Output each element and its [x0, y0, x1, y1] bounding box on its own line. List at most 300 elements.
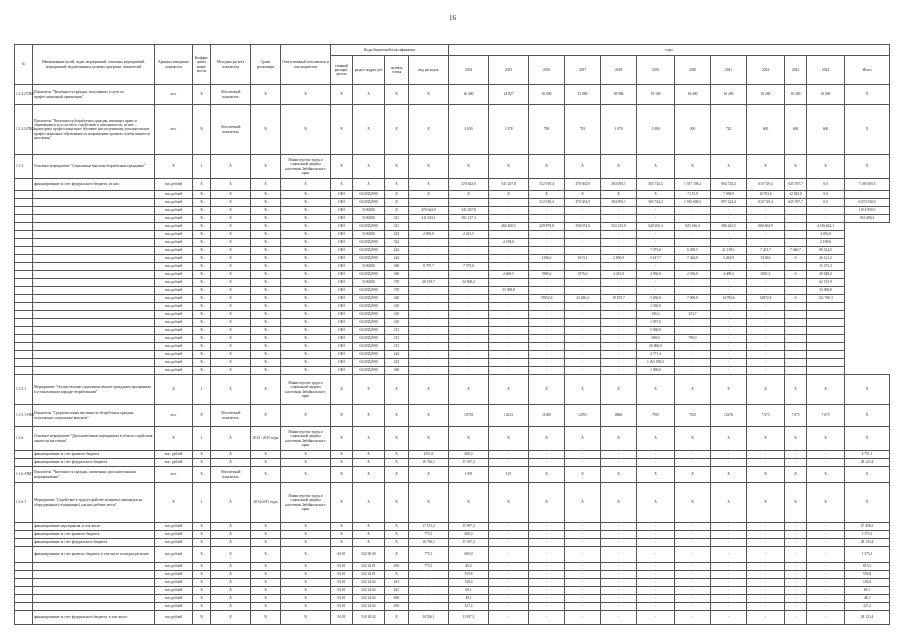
table-cell: 7 444,0: [675, 255, 711, 263]
table-cell: 1003: [331, 287, 353, 295]
table-cell: -: [529, 247, 565, 255]
table-cell: 1003: [331, 239, 353, 247]
table-cell: -: [711, 539, 747, 547]
table-cell: -: [565, 459, 601, 467]
table-cell: -: [807, 603, 845, 611]
table-cell: 310: [385, 303, 409, 311]
table-cell: 0410352900: [353, 287, 385, 295]
table-cell: X: [449, 483, 489, 523]
table-cell: -: [565, 343, 601, 351]
table-cell: 11 397,3: [449, 459, 489, 467]
table-cell: -: [785, 539, 807, 547]
table-cell: -: [711, 611, 747, 625]
table-cell: 62 515,9: [807, 279, 845, 287]
row-name: [33, 311, 155, 319]
table-cell: X: [281, 199, 331, 207]
table-cell: тыс.рублей: [155, 523, 193, 531]
table-row: [15, 547, 890, 563]
table-cell: -: [409, 587, 449, 595]
table-cell: -: [785, 367, 807, 375]
table-cell: X: [281, 319, 331, 327]
table-cell: X: [385, 427, 409, 451]
table-cell: 781: [565, 105, 601, 155]
table-cell: -: [637, 523, 675, 531]
table-cell: X: [211, 587, 251, 595]
table-cell: -: [565, 263, 601, 271]
table-cell: 14 782,6: [711, 295, 747, 303]
header-year: 2024: [807, 56, 845, 85]
table-cell: 1003: [331, 215, 353, 223]
table-cell: X: [251, 319, 281, 327]
table-cell: 322: [385, 239, 409, 247]
table-cell: 12276: [711, 405, 747, 427]
table-cell: X: [281, 579, 331, 587]
table-cell: -: [601, 239, 637, 247]
table-cell: X: [211, 547, 251, 563]
table-cell: -: [785, 611, 807, 625]
header-no: №: [15, 45, 33, 85]
row-name: Мероприятие "Осуществление социальных выплат гражданам, признанным в установленном порядке безработными": [33, 375, 155, 405]
table-cell: -: [711, 451, 747, 459]
table-cell: -: [637, 459, 675, 467]
table-cell: -: [637, 603, 675, 611]
table-cell: 799,3: [675, 335, 711, 343]
table-row: [15, 427, 890, 451]
table-cell: X: [251, 563, 281, 571]
table-cell: X: [251, 579, 281, 587]
table-cell: тыс.рублей: [155, 539, 193, 547]
table-cell: 4 498,3: [711, 271, 747, 279]
table-cell: X: [251, 405, 281, 427]
table-cell: 27 498,5: [845, 523, 890, 531]
table-cell: 8668: [601, 405, 637, 427]
table-cell: 790: [529, 105, 565, 155]
table-cell: 5 650,0: [637, 295, 675, 303]
table-cell: X: [747, 467, 785, 483]
table-cell: [807, 303, 845, 311]
table-cell: X: [409, 427, 449, 451]
row-number: 1.1.6.1: [15, 483, 33, 523]
header-method: Методика расчета показателя: [211, 45, 251, 85]
table-cell: 04 01: [331, 579, 353, 587]
table-cell: X: [331, 405, 353, 427]
table-cell: 1980,2: [529, 271, 565, 279]
table-cell: 5 263,9: [711, 255, 747, 263]
row-number: [15, 451, 33, 459]
table-cell: тыс. рублей: [155, 459, 193, 467]
table-cell: X: [601, 191, 637, 199]
table-cell: 815,3: [845, 563, 890, 571]
table-cell: -: [785, 279, 807, 287]
table-cell: -: [529, 319, 565, 327]
table-cell: -: [601, 539, 637, 547]
table-cell: -: [489, 311, 529, 319]
table-cell: X: [331, 483, 353, 523]
table-cell: 28 159,7: [409, 279, 449, 287]
table-cell: [807, 343, 845, 351]
table-cell: X: [353, 105, 385, 155]
table-cell: 775,1: [409, 531, 449, 539]
table-cell: 5100200: [353, 231, 385, 239]
table-cell: X: [281, 405, 331, 427]
header-year: 2017: [565, 56, 601, 85]
table-cell: -: [449, 351, 489, 359]
table-cell: чел.: [155, 105, 193, 155]
table-cell: -: [807, 611, 845, 625]
table-cell: X: [281, 215, 331, 223]
table-cell: -: [529, 207, 565, 215]
table-cell: 600: [747, 105, 785, 155]
table-cell: X: [211, 207, 251, 215]
table-cell: X: [281, 311, 331, 319]
table-cell: 1003: [331, 207, 353, 215]
table-cell: -: [675, 539, 711, 547]
table-cell: -: [489, 335, 529, 343]
table-cell: X: [251, 587, 281, 595]
table-cell: 532 215,0: [601, 223, 637, 231]
row-name: финансирование за счет краевого бюджета, в том числе по видам расходов:: [33, 547, 155, 563]
table-cell: тыс.рублей: [155, 563, 193, 571]
table-cell: X: [385, 467, 409, 483]
table-cell: 34 568,2: [449, 279, 489, 287]
table-cell: X: [785, 467, 807, 483]
table-cell: -: [711, 587, 747, 595]
table-cell: тыс.рублей: [155, 531, 193, 539]
table-cell: X: [353, 531, 385, 539]
table-cell: -: [529, 311, 565, 319]
table-cell: -: [637, 595, 675, 603]
table-cell: X: [385, 523, 409, 531]
table-cell: тыс.рублей: [155, 319, 193, 327]
table-cell: -: [409, 579, 449, 587]
table-cell: -: [637, 579, 675, 587]
table-cell: -: [637, 231, 675, 239]
table-cell: -: [601, 571, 637, 579]
table-cell: 559,8: [845, 571, 890, 579]
table-cell: -: [489, 603, 529, 611]
table-cell: 11 397,3: [449, 539, 489, 547]
table-row: [15, 303, 890, 311]
table-row: [15, 215, 890, 223]
header-unit: Единица измерения показателя: [155, 45, 193, 85]
program-table: [14, 44, 890, 625]
table-cell: 15 000: [565, 85, 601, 105]
table-cell: тыс.рублей: [155, 263, 193, 271]
table-cell: -: [601, 603, 637, 611]
table-cell: 11300: [529, 405, 565, 427]
table-cell: -: [601, 279, 637, 287]
table-cell: -: [409, 327, 449, 335]
table-cell: -: [675, 571, 711, 579]
row-number: [15, 255, 33, 263]
table-cell: 0410352900: [353, 199, 385, 207]
table-cell: 912 680,4: [845, 215, 890, 223]
table-cell: -: [449, 303, 489, 311]
table-cell: 149,4: [845, 579, 890, 587]
table-cell: 358 074,6: [565, 223, 601, 231]
table-cell: X: [211, 595, 251, 603]
table-cell: 33 308,8: [489, 287, 529, 295]
table-cell: 512 918,4: [529, 199, 565, 207]
table-cell: X: [251, 271, 281, 279]
table-cell: X: [211, 611, 251, 625]
table-cell: -: [489, 451, 529, 459]
table-cell: X: [211, 247, 251, 255]
table-cell: 0410352900: [353, 191, 385, 199]
table-cell: X: [281, 207, 331, 215]
row-name: Основное мероприятие "Дополнительные мероприятия в области содействия занятости населения": [33, 427, 155, 451]
table-cell: X: [785, 483, 807, 523]
table-cell: X: [251, 547, 281, 563]
table-cell: -: [785, 523, 807, 531]
table-cell: 1 070: [601, 105, 637, 155]
table-cell: X: [385, 85, 409, 105]
table-cell: -: [747, 319, 785, 327]
table-cell: 0410352900: [353, 303, 385, 311]
table-cell: -: [675, 547, 711, 563]
table-cell: X: [211, 295, 251, 303]
table-cell: -: [565, 207, 601, 215]
table-cell: -: [785, 459, 807, 467]
table-cell: X: [193, 459, 211, 467]
table-cell: -: [637, 287, 675, 295]
table-cell: X: [331, 539, 353, 547]
table-cell: X: [711, 483, 747, 523]
table-cell: -: [529, 603, 565, 611]
table-cell: 2 556,0: [675, 271, 711, 279]
row-name: [33, 343, 155, 351]
table-cell: 15 373,3: [807, 263, 845, 271]
row-number: 1.1.5.1-ПМ1: [15, 405, 33, 427]
table-cell: X: [211, 327, 251, 335]
table-cell: -: [807, 579, 845, 587]
row-name: [33, 223, 155, 231]
table-cell: X: [331, 523, 353, 531]
table-cell: -: [807, 595, 845, 603]
table-cell: 720: [711, 105, 747, 155]
header-responsible: Ответственный исполнитель и соисполнители: [281, 45, 331, 85]
table-cell: -: [785, 603, 807, 611]
table-cell: 10758: [449, 405, 489, 427]
table-row: [15, 319, 890, 327]
table-cell: -: [449, 199, 489, 207]
table-cell: X: [211, 179, 251, 191]
table-cell: X: [251, 611, 281, 625]
table-cell: -: [675, 343, 711, 351]
table-cell: X: [211, 311, 251, 319]
table-cell: X: [281, 367, 331, 375]
table-cell: Абсолютный показатель: [211, 405, 251, 427]
table-cell: X: [331, 375, 353, 405]
table-cell: X: [353, 427, 385, 451]
table-cell: 1 375,1: [845, 531, 890, 539]
table-cell: -: [785, 571, 807, 579]
table-cell: 1003: [331, 263, 353, 271]
table-cell: -: [565, 579, 601, 587]
table-cell: X: [193, 105, 211, 155]
row-name: [33, 563, 155, 571]
table-cell: -: [785, 215, 807, 223]
table-cell: -: [711, 579, 747, 587]
table-cell: тыс.рублей: [155, 191, 193, 199]
table-cell: 1003: [331, 295, 353, 303]
table-cell: 0410352900: [353, 247, 385, 255]
table-cell: -: [601, 207, 637, 215]
table-cell: -: [747, 239, 785, 247]
table-cell: X: [193, 547, 211, 563]
table-cell: 541 207,8: [449, 207, 489, 215]
row-number: [15, 231, 33, 239]
table-cell: -: [785, 319, 807, 327]
table-cell: -: [565, 587, 601, 595]
table-cell: X: [211, 319, 251, 327]
table-row: [15, 571, 890, 579]
table-cell: X: [807, 155, 845, 179]
table-cell: X: [449, 427, 489, 451]
table-cell: -: [785, 223, 807, 231]
table-row: [15, 587, 890, 595]
table-cell: 501 137,3: [449, 215, 489, 223]
table-cell: X: [211, 155, 251, 179]
table-cell: X: [565, 191, 601, 199]
row-number: [15, 547, 33, 563]
table-cell: X: [331, 85, 353, 105]
table-cell: 897 224,4: [711, 199, 747, 207]
table-cell: -: [637, 587, 675, 595]
table-row: [15, 375, 890, 405]
table-cell: -: [675, 327, 711, 335]
table-cell: -: [785, 239, 807, 247]
table-cell: 320: [385, 295, 409, 303]
table-cell: тыс.рублей: [155, 199, 193, 207]
table-cell: -: [785, 451, 807, 459]
table-cell: X: [353, 85, 385, 105]
row-name: [33, 239, 155, 247]
table-cell: -: [565, 303, 601, 311]
table-cell: 4 771,4: [637, 351, 675, 359]
table-cell: X: [529, 191, 565, 199]
table-cell: -: [637, 571, 675, 579]
table-cell: -: [601, 247, 637, 255]
header-year: 2019: [637, 56, 675, 85]
table-cell: X: [331, 105, 353, 155]
table-cell: X: [711, 427, 747, 451]
table-row: [15, 255, 890, 263]
table-cell: тыс.рублей: [155, 343, 193, 351]
table-cell: X: [637, 467, 675, 483]
table-cell: 4 056,9: [807, 231, 845, 239]
row-name: финансирование за счет федерального бюджета, в том числе:: [33, 611, 155, 625]
table-cell: 522 24 02: [353, 587, 385, 595]
table-cell: 16 200: [711, 85, 747, 105]
table-cell: X: [747, 375, 785, 405]
table-cell: X: [409, 191, 449, 199]
row-number: 1.1.6.-ПМ1: [15, 467, 33, 483]
table-cell: X: [845, 467, 890, 483]
table-cell: X: [489, 483, 529, 523]
header-year: 2018: [601, 56, 637, 85]
table-cell: -: [489, 571, 529, 579]
table-cell: -: [637, 531, 675, 539]
table-cell: 0,0: [807, 199, 845, 207]
table-cell: -: [785, 303, 807, 311]
table-cell: 14872,8: [747, 295, 785, 303]
table-cell: 313: [385, 343, 409, 351]
table-cell: 586 263,5: [711, 223, 747, 231]
table-cell: 360: [385, 367, 409, 375]
table-cell: тыс.рублей: [155, 303, 193, 311]
table-cell: X: [251, 571, 281, 579]
table-cell: X: [785, 375, 807, 405]
table-cell: X: [193, 611, 211, 625]
table-cell: 621: [385, 587, 409, 595]
table-cell: -: [747, 563, 785, 571]
table-cell: 2014-2015 годы: [251, 483, 281, 523]
row-name: [33, 247, 155, 255]
table-cell: -: [637, 547, 675, 563]
table-cell: -: [449, 247, 489, 255]
table-cell: -: [409, 319, 449, 327]
table-cell: тыс.рублей: [155, 595, 193, 603]
table-row: [15, 311, 890, 319]
table-cell: X: [211, 239, 251, 247]
table-cell: 600,0: [449, 547, 489, 563]
table-cell: -: [601, 215, 637, 223]
table-cell: -: [601, 359, 637, 367]
row-number: [15, 531, 33, 539]
table-cell: -: [489, 587, 529, 595]
table-cell: 522 24 01: [353, 571, 385, 579]
table-cell: -: [711, 231, 747, 239]
table-cell: 1673,1: [565, 255, 601, 263]
table-cell: -: [675, 611, 711, 625]
table-cell: 04 01: [331, 571, 353, 579]
row-name: финансирование за счет федерального бюджета, из них:: [33, 179, 155, 191]
table-cell: X: [785, 155, 807, 179]
table-cell: X: [193, 405, 211, 427]
table-cell: X: [193, 85, 211, 105]
table-cell: X: [193, 587, 211, 595]
table-cell: X: [637, 375, 675, 405]
table-cell: -: [785, 531, 807, 539]
table-cell: 0410352900: [353, 239, 385, 247]
table-cell: -: [675, 531, 711, 539]
table-cell: X: [489, 375, 529, 405]
table-cell: 16 000: [529, 85, 565, 105]
table-cell: -: [747, 335, 785, 343]
table-cell: X: [331, 459, 353, 467]
table-cell: X: [281, 223, 331, 231]
table-cell: 3576,6: [565, 271, 601, 279]
table-cell: -: [747, 207, 785, 215]
table-cell: X: [193, 231, 211, 239]
table-cell: -: [711, 595, 747, 603]
table-cell: -: [711, 335, 747, 343]
table-cell: -: [449, 223, 489, 231]
table-cell: -: [747, 231, 785, 239]
table-cell: 1 000: [637, 105, 675, 155]
table-cell: 775,1: [409, 547, 449, 563]
table-cell: 16 726,1: [409, 459, 449, 467]
table-cell: -: [529, 587, 565, 595]
table-cell: 313: [385, 327, 409, 335]
table-cell: -: [409, 287, 449, 295]
table-cell: X: [281, 571, 331, 579]
header-year: 2020: [675, 56, 711, 85]
table-cell: X: [211, 191, 251, 199]
table-cell: 323: [385, 359, 409, 367]
table-cell: 0410352900: [353, 311, 385, 319]
